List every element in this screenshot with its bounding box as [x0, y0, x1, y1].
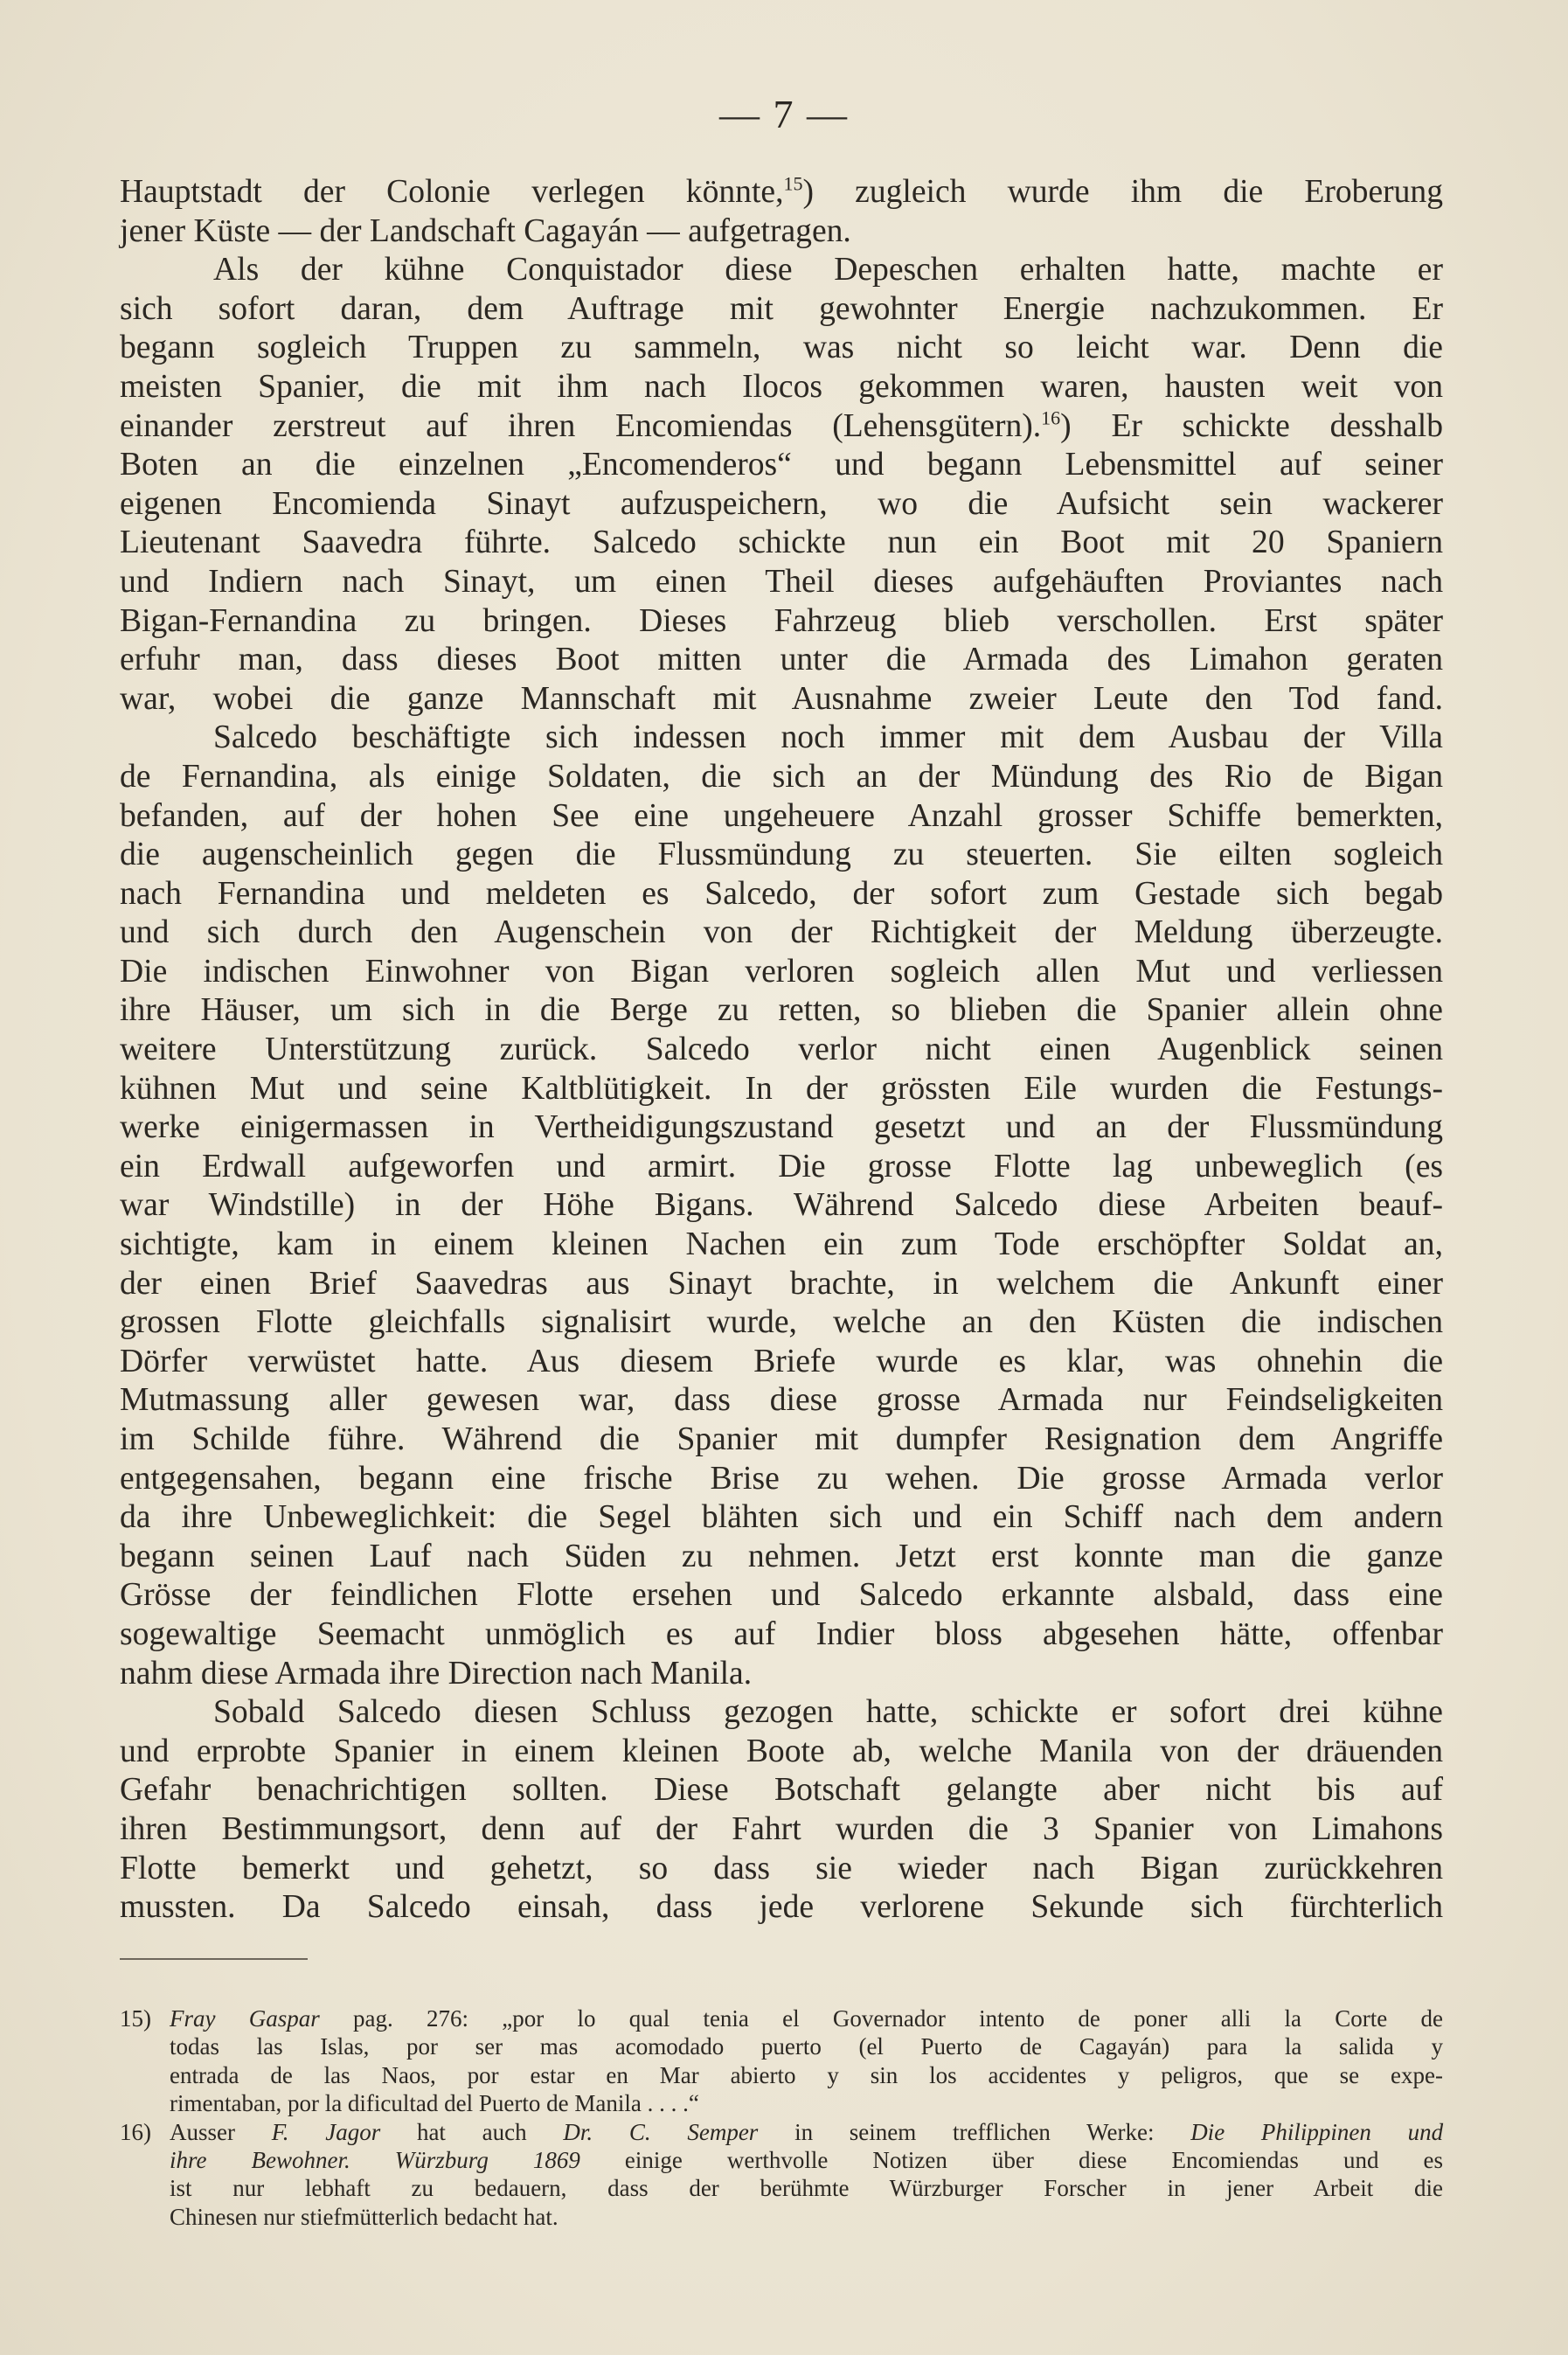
footnote-line: Chinesen nur stiefmütterlich bedacht hat. — [170, 2203, 559, 2230]
text-line: war, wobei die ganze Mannschaft mit Ausnahme zweier Leute den Tod fand. — [120, 680, 1443, 717]
text-line: de Fernandina, als einige Soldaten, die sich an der Mündung des Rio de Bigan — [120, 758, 1443, 795]
text-line: jener Küste — der Landschaft Cagayán — aufgetragen. — [120, 212, 851, 249]
text-line: grossen Flotte gleichfalls signalisirt wurde, welche an den Küsten die indischen — [120, 1304, 1443, 1341]
text-line: Gefahr benachrichtigen sollten. Diese Botschaft gelangte aber nicht bis auf — [120, 1772, 1443, 1809]
text-line: Als der kühne Conquistador diese Depeschen erhalten hatte, machte er — [213, 252, 1443, 288]
text-line: Flotte bemerkt und gehetzt, so dass sie wieder nach Bigan zurückkehren — [120, 1850, 1443, 1886]
text-line: sichtigte, kam in einem kleinen Nachen ein zum Tode erschöpfter Soldat an, — [120, 1226, 1443, 1263]
text-line: der einen Brief Saavedras aus Sinayt brachte, in welchem die Ankunft einer — [120, 1265, 1443, 1302]
text-line: Hauptstadt der Colonie verlegen könnte,$^{15}$) zugleich wurde ihm die Eroberung — [120, 172, 1444, 210]
text-line: werke einigermassen in Vertheidigungszustand gesetzt und an der Flussmündung — [120, 1109, 1443, 1146]
text-line: nach Fernandina und meldeten es Salcedo, der sofort zum Gestade sich begab — [120, 875, 1443, 912]
text-line: und Indiern nach Sinayt, um einen Theil dieses aufgehäuften Proviantes nach — [120, 563, 1443, 600]
footnote-ref-15: 15 — [783, 172, 803, 195]
text-line: meisten Spanier, die mit ihm nach Ilocos gekommen waren, hausten weit von — [120, 368, 1443, 405]
text-line: mussten. Da Salcedo einsah, dass jede verlorene Sekunde sich fürchterlich — [120, 1889, 1443, 1926]
text-line: begann sogleich Truppen zu sammeln, was nicht so leicht war. Denn die — [120, 330, 1443, 366]
text-line: weitere Unterstützung zurück. Salcedo verlor nicht einen Augenblick seinen — [120, 1032, 1443, 1068]
text-line: Boten an die einzelnen „Encomenderos“ und begann Lebensmittel auf seiner — [120, 447, 1443, 483]
text-line: einander zerstreut auf ihren Encomiendas (Lehensgütern).$^{16}$) Er schickte desshalb — [120, 406, 1443, 444]
text-line: ein Erdwall aufgeworfen und armirt. Die grosse Flotte lag unbeweglich (es — [120, 1148, 1443, 1184]
footnote-line: rimentaban, por la dificultad del Puerto de Manila . . . .“ — [170, 2090, 699, 2117]
footnote-line: ihre Bewohner. Würzburg 1869 einige werthvolle Notizen über diese Encomiendas und es — [170, 2146, 1443, 2173]
text-line: Die indischen Einwohner von Bigan verloren sogleich allen Mut und verliessen — [120, 953, 1443, 990]
footnote-16: 16) Ausser F. Jagor hat auch Dr. C. Semper in seinem trefflichen Werke: Die Philippinen und — [120, 2118, 1444, 2145]
footnote-line: ist nur lebhaft zu bedauern, dass der berühmte Würzburger Forscher in jener Arbeit die — [170, 2175, 1443, 2202]
text-line: die augenscheinlich gegen die Flussmündung zu steuerten. Sie eilten sogleich — [120, 837, 1443, 873]
text-line: Lieutenant Saavedra führte. Salcedo schickte nun ein Boot mit 20 Spaniern — [120, 524, 1443, 561]
text-line: Dörfer verwüstet hatte. Aus diesem Briefe wurde es klar, was ohnehin die — [120, 1343, 1443, 1379]
text-line: Bigan-Fernandina zu bringen. Dieses Fahrzeug blieb verschollen. Erst später — [120, 602, 1443, 639]
footnote-15: 15) Fray Gaspar pag. 276: „por lo qual tenia el Governador intento de poner alli la Corte de — [120, 2005, 1443, 2032]
footnote-line: entrada de las Naos, por estar en Mar abierto y sin los accidentes y peligros, que se expe- — [170, 2061, 1443, 2088]
text-line: und sich durch den Augenschein von der Richtigkeit der Meldung überzeugte. — [120, 914, 1443, 951]
text-line: ihren Bestimmungsort, denn auf der Fahrt wurden die 3 Spanier von Limahons — [120, 1810, 1443, 1847]
text-line: im Schilde führe. Während die Spanier mit dumpfer Resignation dem Angriffe — [120, 1421, 1443, 1457]
text-line: Salcedo beschäftigte sich indessen noch immer mit dem Ausbau der Villa — [213, 719, 1443, 756]
text-line: begann seinen Lauf nach Süden zu nehmen. Jetzt erst konnte man die ganze — [120, 1538, 1443, 1574]
text-line: da ihre Unbeweglichkeit: die Segel blähten sich und ein Schiff nach dem andern — [120, 1499, 1443, 1536]
footnote-ref-16: 16 — [1041, 406, 1061, 429]
footnotes — [120, 2004, 1443, 2231]
text-line: eigenen Encomienda Sinayt aufzuspeichern, wo die Aufsicht sein wackerer — [120, 485, 1443, 522]
text-line: Mutmassung aller gewesen war, dass diese grosse Armada nur Feindseligkeiten — [120, 1382, 1443, 1419]
footnote-divider — [120, 1958, 308, 1960]
text-line: entgegensahen, begann eine frische Brise zu wehen. Die grosse Armada verlor — [120, 1460, 1443, 1497]
main-text — [120, 173, 1443, 1928]
text-line: und erprobte Spanier in einem kleinen Boote ab, welche Manila von der dräuenden — [120, 1733, 1443, 1769]
text-line: erfuhr man, dass dieses Boot mitten unter die Armada des Limahon geraten — [120, 642, 1443, 678]
text-line: Sobald Salcedo diesen Schluss gezogen hatte, schickte er sofort drei kühne — [213, 1694, 1443, 1731]
text-line: war Windstille) in der Höhe Bigans. Während Salcedo diese Arbeiten beauf- — [120, 1187, 1443, 1224]
text-line: nahm diese Armada ihre Direction nach Manila. — [120, 1655, 753, 1692]
text-line: ihre Häuser, um sich in die Berge zu retten, so blieben die Spanier allein ohne — [120, 992, 1443, 1029]
text-line: kühnen Mut und seine Kaltblütigkeit. In der grössten Eile wurden die Festungs- — [120, 1070, 1443, 1107]
text-line: befanden, auf der hohen See eine ungeheuere Anzahl grosser Schiffe bemerkten, — [120, 797, 1443, 834]
text-line: sich sofort daran, dem Auftrage mit gewohnter Energie nachzukommen. Er — [120, 290, 1443, 327]
footnote-line: todas las Islas, por ser mas acomodado puerto (el Puerto de Cagayán) para la salida y — [170, 2033, 1443, 2060]
text-line: sogewaltige Seemacht unmöglich es auf Indier bloss abgesehen hätte, offenbar — [120, 1615, 1443, 1652]
page-number: — 7 — — [719, 92, 849, 136]
text-line: Grösse der feindlichen Flotte ersehen und Salcedo erkannte alsbald, dass eine — [120, 1577, 1443, 1614]
